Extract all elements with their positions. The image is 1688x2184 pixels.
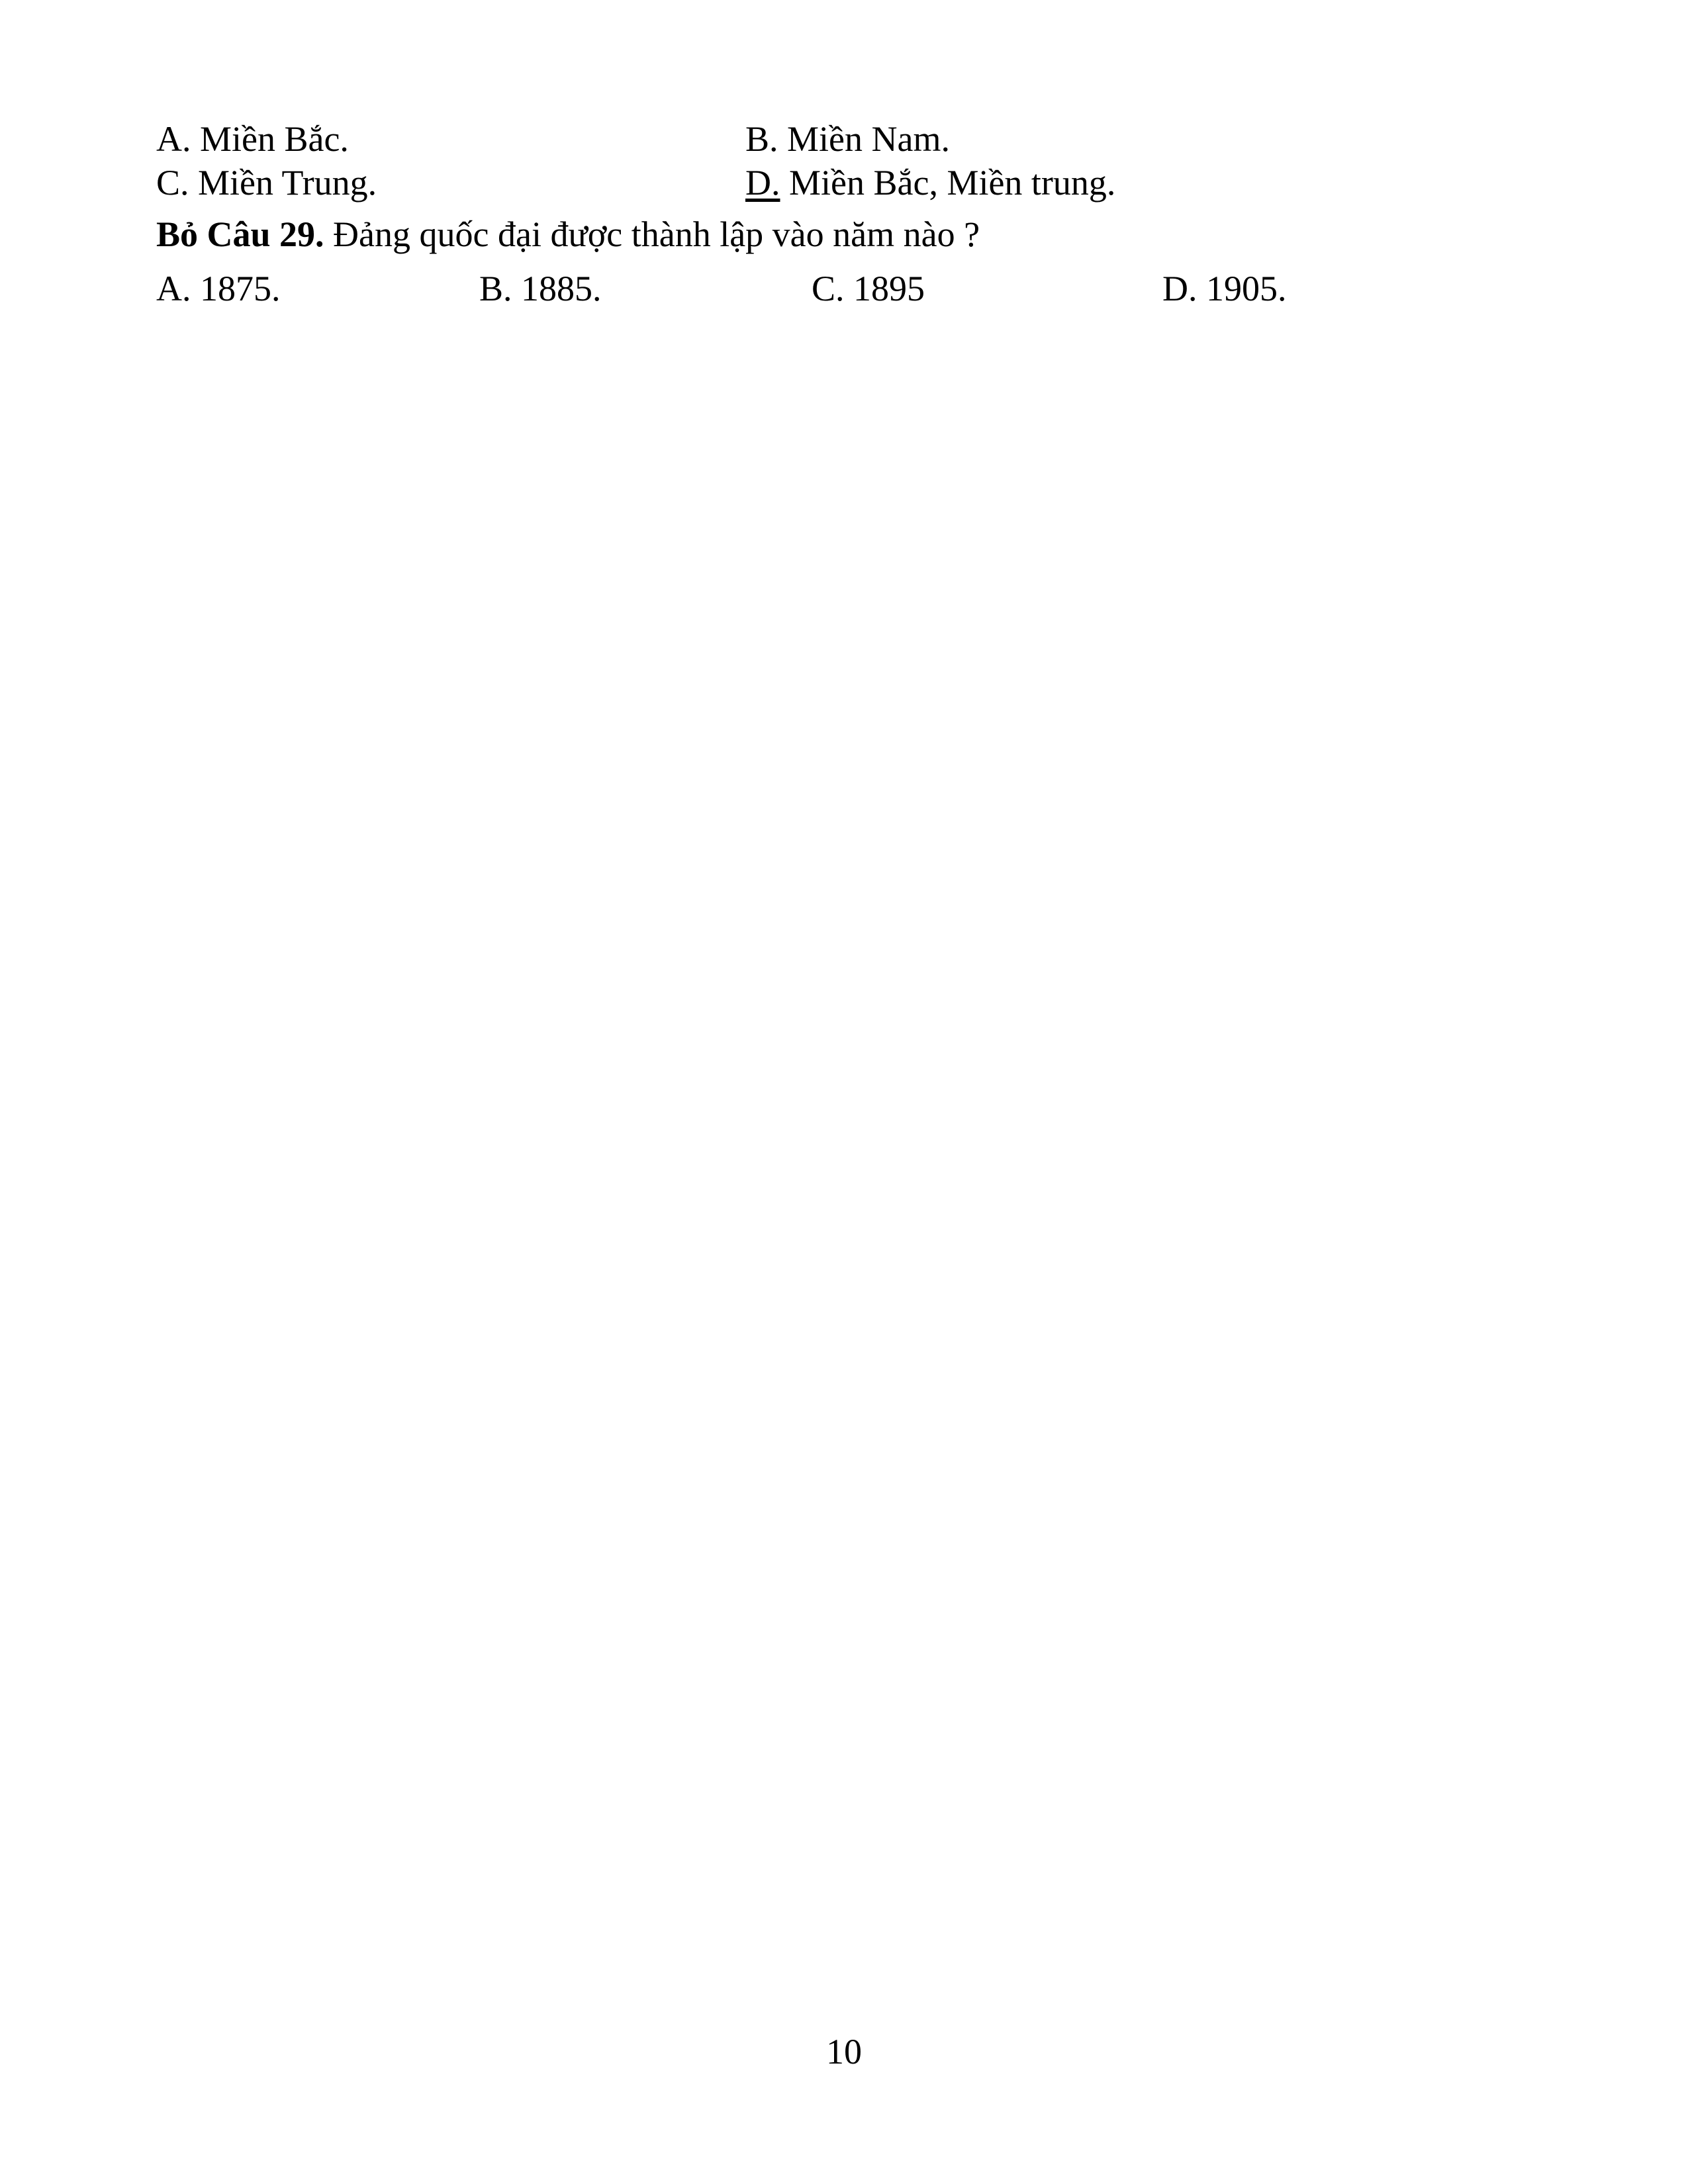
q29-option-d: D. 1905. bbox=[1162, 269, 1287, 308]
option-a-prev: A. Miền Bắc. bbox=[156, 119, 349, 159]
page-number: 10 bbox=[826, 2032, 862, 2071]
q29-option-b: B. 1885. bbox=[479, 269, 602, 308]
option-d-prev-text: Miền Bắc, Miền trung. bbox=[780, 163, 1116, 203]
option-c-prev: C. Miền Trung. bbox=[156, 163, 377, 203]
question-29-prefix: Bỏ Câu 29. bbox=[156, 214, 324, 254]
option-d-prev bbox=[745, 161, 1115, 204]
q29-option-a: A. 1875. bbox=[156, 269, 281, 308]
option-b-prev: B. Miền Nam. bbox=[745, 119, 950, 159]
question-29 bbox=[156, 213, 980, 255]
question-29-text: Đảng quốc đại được thành lập vào năm nào ? bbox=[324, 214, 980, 254]
q29-option-c: C. 1895 bbox=[812, 269, 925, 308]
correct-answer-letter: D. bbox=[745, 163, 780, 203]
